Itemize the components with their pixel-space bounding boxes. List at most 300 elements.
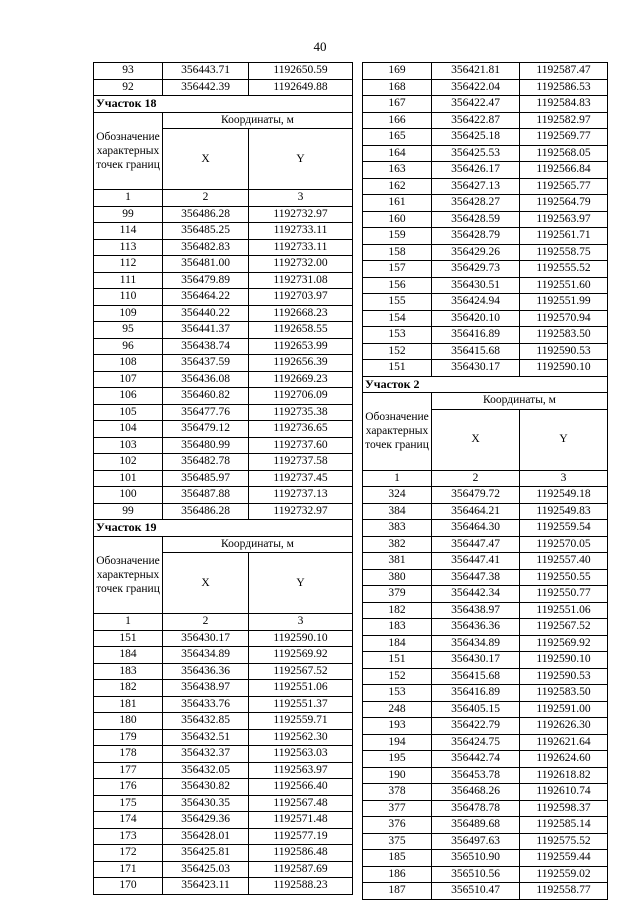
column-number: 3 [249,614,353,631]
x-header: X [432,409,520,470]
table-row [363,343,608,360]
x-coordinate-cell: 356429.73 [432,261,520,278]
y-coordinate-cell: 1192562.30 [249,729,353,746]
x-coordinate-cell: 356440.22 [163,305,249,322]
point-id-cell: 194 [363,734,432,751]
point-id-cell: 183 [363,619,432,636]
table-row [363,195,608,212]
x-coordinate-cell: 356464.22 [163,289,249,306]
y-coordinate-cell: 1192567.52 [520,619,608,636]
y-coordinate-cell: 1192732.97 [249,503,353,520]
x-coordinate-cell: 356441.37 [163,322,249,339]
y-coordinate-cell: 1192656.39 [249,355,353,372]
point-id-cell: 164 [363,145,432,162]
point-id-cell: 381 [363,553,432,570]
table-row [94,223,353,240]
y-coordinate-cell: 1192737.60 [249,437,353,454]
x-coordinate-cell: 356425.03 [163,861,249,878]
point-id-cell: 159 [363,228,432,245]
y-header: Y [249,553,353,614]
point-id-cell: 160 [363,211,432,228]
x-coordinate-cell: 356497.63 [432,833,520,850]
coordinates-header: Координаты, м [163,536,353,553]
y-coordinate-cell: 1192618.82 [520,767,608,784]
table-row [363,850,608,867]
y-coordinate-cell: 1192621.64 [520,734,608,751]
point-id-cell: 193 [363,718,432,735]
table-row [363,178,608,195]
table-row [94,729,353,746]
x-coordinate-cell: 356485.97 [163,470,249,487]
y-coordinate-cell: 1192559.02 [520,866,608,883]
table-row [94,79,353,96]
y-coordinate-cell: 1192565.77 [520,178,608,195]
x-coordinate-cell: 356428.27 [432,195,520,212]
x-coordinate-cell: 356434.89 [432,635,520,652]
table-row [363,668,608,685]
y-coordinate-cell: 1192586.48 [249,845,353,862]
point-id-cell: 382 [363,536,432,553]
point-id-cell: 166 [363,112,432,129]
x-coordinate-cell: 356436.08 [163,371,249,388]
y-coordinate-cell: 1192569.92 [249,647,353,664]
y-coordinate-cell: 1192732.00 [249,256,353,273]
x-coordinate-cell: 356447.41 [432,553,520,570]
y-coordinate-cell: 1192588.23 [249,878,353,895]
table-row [363,520,608,537]
table-row [94,713,353,730]
x-coordinate-cell: 356438.97 [432,602,520,619]
y-coordinate-cell: 1192550.55 [520,569,608,586]
x-coordinate-cell: 356438.74 [163,338,249,355]
y-coordinate-cell: 1192733.11 [249,239,353,256]
point-id-cell: 152 [363,668,432,685]
point-id-cell: 169 [363,63,432,80]
table-row [363,734,608,751]
table-row [363,536,608,553]
x-coordinate-cell: 356468.26 [432,784,520,801]
x-coordinate-cell: 356416.89 [432,327,520,344]
x-coordinate-cell: 356428.79 [432,228,520,245]
y-coordinate-cell: 1192570.94 [520,310,608,327]
y-coordinate-cell: 1192566.40 [249,779,353,796]
y-coordinate-cell: 1192557.40 [520,553,608,570]
table-row [363,503,608,520]
table-row [363,211,608,228]
x-coordinate-cell: 356430.17 [432,360,520,377]
x-coordinate-cell: 356415.68 [432,343,520,360]
x-coordinate-cell: 356424.75 [432,734,520,751]
point-id-cell: 174 [94,812,163,829]
table-row [363,800,608,817]
x-coordinate-cell: 356438.97 [163,680,249,697]
point-id-cell: 383 [363,520,432,537]
point-id-cell: 384 [363,503,432,520]
table-row [94,421,353,438]
column-number-row [94,190,353,207]
point-id-cell: 190 [363,767,432,784]
table-row [94,272,353,289]
y-coordinate-cell: 1192561.71 [520,228,608,245]
coordinates-table-left [93,62,353,895]
point-id-cell: 114 [94,223,163,240]
point-id-cell: 163 [363,162,432,179]
table-row [94,503,353,520]
table-row [363,63,608,80]
x-coordinate-cell: 356422.47 [432,96,520,113]
y-coordinate-cell: 1192551.60 [520,277,608,294]
column-number: 2 [432,470,520,487]
column-number: 1 [363,470,432,487]
y-coordinate-cell: 1192563.97 [249,762,353,779]
y-coordinate-cell: 1192590.10 [520,652,608,669]
point-id-cell: 113 [94,239,163,256]
x-coordinate-cell: 356464.30 [432,520,520,537]
table-row [363,866,608,883]
table-row [94,454,353,471]
table-row [363,701,608,718]
point-id-cell: 184 [363,635,432,652]
y-coordinate-cell: 1192624.60 [520,751,608,768]
table-row [94,861,353,878]
x-coordinate-cell: 356422.04 [432,79,520,96]
table-row [363,602,608,619]
table-row [363,569,608,586]
section-title-row [363,376,608,393]
column-number: 1 [94,614,163,631]
table-row [94,878,353,895]
column-number: 3 [249,190,353,207]
point-id-cell: 111 [94,272,163,289]
y-coordinate-cell: 1192569.92 [520,635,608,652]
section-title-row [94,520,353,537]
point-id-cell: 112 [94,256,163,273]
table-row [94,437,353,454]
table-row [94,63,353,80]
point-id-cell: 184 [94,647,163,664]
table-row [363,228,608,245]
table-row [94,322,353,339]
y-coordinate-cell: 1192703.97 [249,289,353,306]
x-coordinate-cell: 356479.72 [432,487,520,504]
point-id-cell: 168 [363,79,432,96]
x-coordinate-cell: 356432.37 [163,746,249,763]
x-coordinate-cell: 356486.28 [163,206,249,223]
x-coordinate-cell: 356420.10 [432,310,520,327]
point-id-cell: 109 [94,305,163,322]
y-coordinate-cell: 1192610.74 [520,784,608,801]
x-coordinate-cell: 356437.59 [163,355,249,372]
point-id-cell: 176 [94,779,163,796]
x-header: X [163,553,249,614]
x-coordinate-cell: 356480.99 [163,437,249,454]
x-coordinate-cell: 356486.28 [163,503,249,520]
point-designation-header: Обозначение характерных точек границ [94,536,163,614]
y-coordinate-cell: 1192653.99 [249,338,353,355]
table-row [94,289,353,306]
point-id-cell: 375 [363,833,432,850]
x-coordinate-cell: 356460.82 [163,388,249,405]
y-coordinate-cell: 1192649.88 [249,79,353,96]
coordinates-table-right [362,62,608,900]
x-coordinate-cell: 356510.90 [432,850,520,867]
column-number: 2 [163,190,249,207]
column-number-row [363,470,608,487]
x-coordinate-cell: 356432.85 [163,713,249,730]
table-row [363,635,608,652]
table-row [94,487,353,504]
y-coordinate-cell: 1192591.00 [520,701,608,718]
point-id-cell: 376 [363,817,432,834]
point-id-cell: 155 [363,294,432,311]
table-row [94,355,353,372]
table-row [363,784,608,801]
column-number: 2 [163,614,249,631]
page-number: 40 [313,39,327,54]
x-coordinate-cell: 356430.17 [432,652,520,669]
point-id-cell: 151 [363,652,432,669]
y-coordinate-cell: 1192558.77 [520,883,608,900]
y-coordinate-cell: 1192549.83 [520,503,608,520]
x-coordinate-cell: 356427.13 [432,178,520,195]
x-coordinate-cell: 356442.39 [163,79,249,96]
x-coordinate-cell: 356453.78 [432,767,520,784]
point-id-cell: 185 [363,850,432,867]
x-coordinate-cell: 356433.76 [163,696,249,713]
y-coordinate-cell: 1192559.71 [249,713,353,730]
table-row [363,487,608,504]
table-row [363,652,608,669]
table-row [363,718,608,735]
y-coordinate-cell: 1192559.44 [520,850,608,867]
y-coordinate-cell: 1192549.18 [520,487,608,504]
point-id-cell: 378 [363,784,432,801]
table-row [94,779,353,796]
y-coordinate-cell: 1192567.52 [249,663,353,680]
table-row [363,883,608,900]
point-id-cell: 158 [363,244,432,261]
point-id-cell: 103 [94,437,163,454]
table-row [363,294,608,311]
table-row [363,96,608,113]
y-coordinate-cell: 1192551.06 [520,602,608,619]
header-row [94,536,353,553]
x-coordinate-cell: 356425.81 [163,845,249,862]
x-coordinate-cell: 356429.36 [163,812,249,829]
section-title: Участок 2 [363,376,608,393]
table-row [363,310,608,327]
section-title: Участок 19 [94,520,353,537]
y-coordinate-cell: 1192733.11 [249,223,353,240]
y-coordinate-cell: 1192586.53 [520,79,608,96]
point-id-cell: 172 [94,845,163,862]
y-coordinate-cell: 1192626.30 [520,718,608,735]
x-coordinate-cell: 356482.78 [163,454,249,471]
y-coordinate-cell: 1192568.05 [520,145,608,162]
point-id-cell: 248 [363,701,432,718]
y-header: Y [249,129,353,190]
x-coordinate-cell: 356430.17 [163,630,249,647]
table-row [363,244,608,261]
x-coordinate-cell: 356487.88 [163,487,249,504]
point-id-cell: 157 [363,261,432,278]
table-row [363,261,608,278]
y-coordinate-cell: 1192706.09 [249,388,353,405]
point-id-cell: 162 [363,178,432,195]
table-row [363,327,608,344]
y-coordinate-cell: 1192598.37 [520,800,608,817]
table-row [94,663,353,680]
column-number: 1 [94,190,163,207]
x-coordinate-cell: 356436.36 [163,663,249,680]
point-id-cell: 377 [363,800,432,817]
point-id-cell: 153 [363,685,432,702]
x-coordinate-cell: 356477.76 [163,404,249,421]
y-coordinate-cell: 1192731.08 [249,272,353,289]
x-coordinate-cell: 356442.74 [432,751,520,768]
point-id-cell: 92 [94,79,163,96]
point-id-cell: 107 [94,371,163,388]
table-row [363,79,608,96]
point-id-cell: 99 [94,206,163,223]
point-id-cell: 173 [94,828,163,845]
x-coordinate-cell: 356478.78 [432,800,520,817]
point-id-cell: 102 [94,454,163,471]
table-row [363,162,608,179]
table-row [94,828,353,845]
point-id-cell: 106 [94,388,163,405]
point-id-cell: 195 [363,751,432,768]
x-coordinate-cell: 356442.34 [432,586,520,603]
section-title-row [94,96,353,113]
table-row [94,239,353,256]
point-id-cell: 183 [94,663,163,680]
point-id-cell: 151 [363,360,432,377]
y-coordinate-cell: 1192567.48 [249,795,353,812]
x-coordinate-cell: 356429.26 [432,244,520,261]
table-row [363,553,608,570]
point-id-cell: 167 [363,96,432,113]
y-coordinate-cell: 1192570.05 [520,536,608,553]
table-row [363,586,608,603]
y-coordinate-cell: 1192668.23 [249,305,353,322]
point-id-cell: 178 [94,746,163,763]
point-id-cell: 105 [94,404,163,421]
point-id-cell: 156 [363,277,432,294]
point-id-cell: 181 [94,696,163,713]
y-coordinate-cell: 1192569.77 [520,129,608,146]
point-id-cell: 108 [94,355,163,372]
table-row [363,619,608,636]
point-id-cell: 180 [94,713,163,730]
x-coordinate-cell: 356447.47 [432,536,520,553]
header-row [94,112,353,129]
point-id-cell: 187 [363,883,432,900]
y-coordinate-cell: 1192551.37 [249,696,353,713]
y-coordinate-cell: 1192590.10 [520,360,608,377]
x-coordinate-cell: 356510.56 [432,866,520,883]
table-row [94,256,353,273]
point-id-cell: 324 [363,487,432,504]
table-row [94,371,353,388]
table-row [363,833,608,850]
y-coordinate-cell: 1192551.99 [520,294,608,311]
y-coordinate-cell: 1192566.84 [520,162,608,179]
table-row [363,685,608,702]
point-id-cell: 379 [363,586,432,603]
y-coordinate-cell: 1192737.58 [249,454,353,471]
point-id-cell: 95 [94,322,163,339]
point-id-cell: 104 [94,421,163,438]
x-coordinate-cell: 356422.87 [432,112,520,129]
y-coordinate-cell: 1192585.14 [520,817,608,834]
y-coordinate-cell: 1192563.03 [249,746,353,763]
point-id-cell: 179 [94,729,163,746]
point-id-cell: 165 [363,129,432,146]
header-row [363,393,608,410]
y-coordinate-cell: 1192669.23 [249,371,353,388]
point-id-cell: 99 [94,503,163,520]
table-row [94,696,353,713]
y-coordinate-cell: 1192563.97 [520,211,608,228]
y-coordinate-cell: 1192583.50 [520,327,608,344]
y-coordinate-cell: 1192559.54 [520,520,608,537]
y-coordinate-cell: 1192732.97 [249,206,353,223]
y-coordinate-cell: 1192550.77 [520,586,608,603]
point-id-cell: 101 [94,470,163,487]
y-coordinate-cell: 1192737.45 [249,470,353,487]
point-id-cell: 182 [363,602,432,619]
table-row [94,338,353,355]
table-row [363,277,608,294]
point-designation-header: Обозначение характерных точек границ [363,393,432,471]
x-coordinate-cell: 356425.53 [432,145,520,162]
x-coordinate-cell: 356447.38 [432,569,520,586]
x-coordinate-cell: 356424.94 [432,294,520,311]
x-coordinate-cell: 356481.00 [163,256,249,273]
x-coordinate-cell: 356405.15 [432,701,520,718]
y-coordinate-cell: 1192590.53 [520,343,608,360]
table-row [94,404,353,421]
y-coordinate-cell: 1192551.06 [249,680,353,697]
x-coordinate-cell: 356415.68 [432,668,520,685]
x-coordinate-cell: 356430.35 [163,795,249,812]
y-coordinate-cell: 1192558.75 [520,244,608,261]
x-coordinate-cell: 356464.21 [432,503,520,520]
x-coordinate-cell: 356416.89 [432,685,520,702]
table-row [363,112,608,129]
table-row [363,129,608,146]
column-number-row [94,614,353,631]
x-coordinate-cell: 356510.47 [432,883,520,900]
y-coordinate-cell: 1192564.79 [520,195,608,212]
table-row [94,845,353,862]
point-id-cell: 380 [363,569,432,586]
point-id-cell: 171 [94,861,163,878]
section-title: Участок 18 [94,96,353,113]
y-coordinate-cell: 1192590.10 [249,630,353,647]
y-coordinate-cell: 1192575.52 [520,833,608,850]
x-coordinate-cell: 356428.59 [432,211,520,228]
x-coordinate-cell: 356425.18 [432,129,520,146]
x-coordinate-cell: 356482.83 [163,239,249,256]
point-id-cell: 154 [363,310,432,327]
table-row [94,388,353,405]
table-row [94,746,353,763]
y-coordinate-cell: 1192736.65 [249,421,353,438]
table-row [363,751,608,768]
table-row [94,812,353,829]
